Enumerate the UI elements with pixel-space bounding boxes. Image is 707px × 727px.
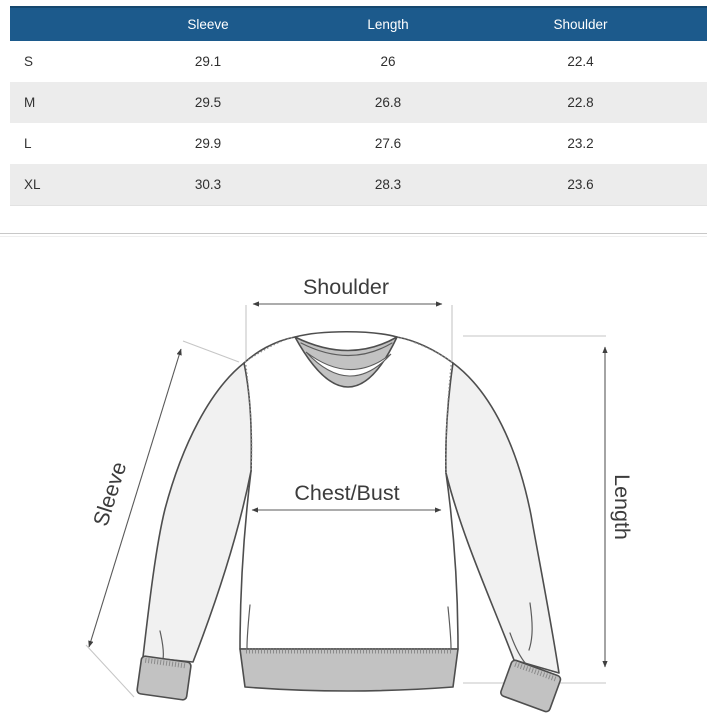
sleeve-cell: 29.1 [194,54,222,69]
length-cell: 28.3 [298,164,478,206]
chest-bust-label: Chest/Bust [294,481,400,505]
left-cuff [137,656,192,701]
length-cell: 26.8 [374,95,402,110]
header-sleeve: Sleeve [118,7,298,41]
right-sleeve [446,363,559,673]
length-cell: 26 [380,54,396,69]
table-row-s [10,41,707,82]
sleeve-cell: 29.9 [194,136,222,151]
shoulder-label: Shoulder [302,275,390,299]
size-cell: M [24,95,36,110]
shoulder-cell: 22.4 [567,54,594,69]
size-cell: XL [10,164,118,206]
sleeve-cell: 29.5 [194,95,222,110]
sleeve-label: Sleeve [88,459,132,529]
shoulder-cell: 23.6 [478,164,707,206]
size-cell: L [24,136,32,151]
sleeve-cell: 30.3 [118,164,298,206]
header-row [10,7,707,41]
size-cell: S [24,54,34,69]
table-row-l [10,123,707,164]
sweatshirt-drawing [137,332,562,713]
hem-band-shape [240,649,458,691]
table-row-m [10,82,707,123]
measurement-diagram [0,237,707,723]
shoulder-cell: 23.2 [567,136,594,151]
size-chart-table [10,6,707,206]
header-size [10,7,118,41]
length-label: Length [610,474,634,540]
size-chart-section [10,6,707,206]
header-length: Length [298,7,478,41]
header-shoulder: Shoulder [478,7,707,41]
size-chart-body [10,41,707,206]
left-sleeve [143,363,251,662]
size-chart-header [10,7,707,41]
table-row-xl [10,164,707,206]
length-cell: 27.6 [374,136,402,151]
hem-band [240,649,458,691]
shoulder-cell: 22.8 [567,95,594,110]
